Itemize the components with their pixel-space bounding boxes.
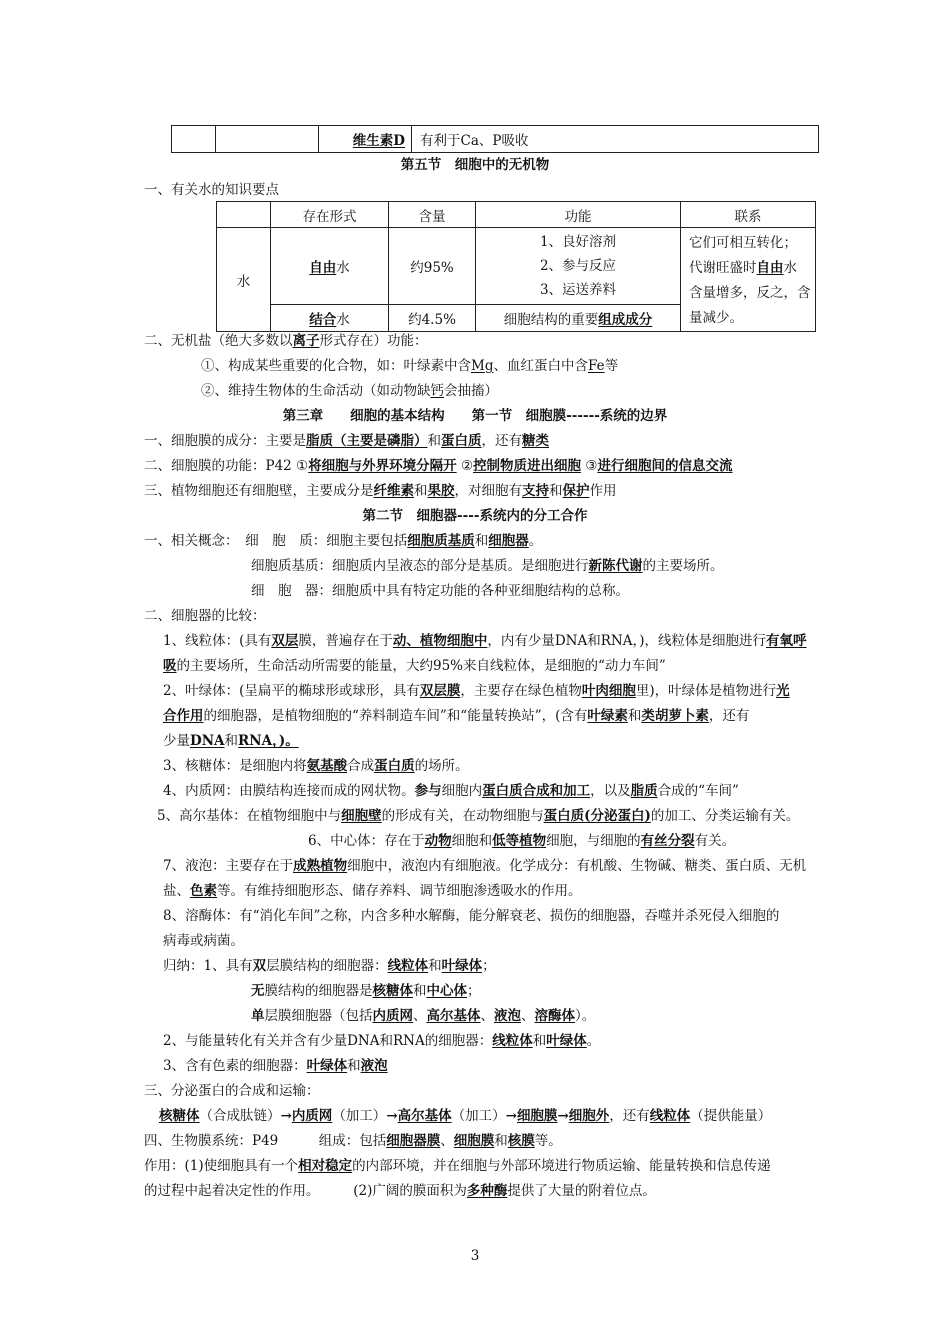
secretion-flow: 核糖体（合成肽链）→内质网（加工）→高尔基体（加工）→细胞膜→细胞外，还有线粒体（提供能量） bbox=[159, 1108, 772, 1124]
lysosome-line-1: 8、溶酶体：有“消化车间”之称，内含多种水解酶，能分解衰老、损伤的细胞器，吞噬并杀死侵入细胞的 bbox=[163, 908, 780, 924]
table-header: 存在形式 bbox=[271, 202, 389, 228]
biomembrane-line: 四、生物膜系统：P49 组成：包括细胞器膜、细胞膜和核膜等。 bbox=[144, 1133, 562, 1149]
compare-heading: 二、细胞器的比较： bbox=[144, 608, 266, 624]
cell-wall: 三、植物细胞还有细胞壁，主要成分是纤维素和果胶，对细胞有支持和保护作用 bbox=[144, 483, 617, 499]
membrane-functions: 二、细胞膜的功能：P42 ①将细胞与外界环境分隔开 ②控制物质进出细胞 ③进行细胞间的信息交流 bbox=[144, 458, 733, 474]
chloroplast-line-1: 2、叶绿体：(呈扁平的椭球形或球形，具有双层膜，主要存在绿色植物叶肉细胞里)，叶绿体是植物进行光 bbox=[163, 683, 790, 699]
secretion-heading: 三、分泌蛋白的合成和运输： bbox=[144, 1083, 320, 1099]
concept-cytoplasm: 一、相关概念： 细 胞 质：细胞主要包括细胞质基质和细胞器。 bbox=[144, 533, 543, 549]
relation-cell: 它们可相互转化； 代谢旺盛时自由水 含量增多，反之，含 量减少。 bbox=[681, 228, 816, 332]
table-cell bbox=[172, 126, 216, 153]
table-header: 功能 bbox=[476, 202, 681, 228]
vacuole-line-1: 7、液泡：主要存在于成熟植物细胞中，液泡内有细胞液。化学成分：有机酸、生物碱、糖类、蛋白质、无机 bbox=[163, 858, 807, 874]
bound-water-name: 结合水 bbox=[271, 304, 389, 331]
summary-3: 单层膜细胞器（包括内质网、高尔基体、液泡、溶酶体）。 bbox=[251, 1008, 596, 1024]
er-line: 4、内质网：由膜结构连接而成的网状物。参与细胞内蛋白质合成和加工，以及脂质合成的“车间” bbox=[163, 783, 739, 799]
mitochondria-line-1: 1、线粒体：(具有双层膜，普遍存在于动、植物细胞中，内有少量DNA和RNA，)，线粒体是细胞进行有氧呼 bbox=[163, 633, 807, 649]
ribosome-line: 3、核糖体：是细胞内将氨基酸合成蛋白质的场所。 bbox=[163, 758, 469, 774]
centrosome-line: 6、中心体：存在于动物细胞和低等植物细胞，与细胞的有丝分裂有关。 bbox=[308, 833, 736, 849]
water-heading: 一、有关水的知识要点 bbox=[144, 182, 279, 198]
mitochondria-line-2: 吸的主要场所，生命活动所需要的能量，大约95%来自线粒体，是细胞的“动力车间” bbox=[163, 658, 666, 674]
vitamin-d-label: 维生素D bbox=[352, 133, 405, 149]
salt-heading: 二、无机盐（绝大多数以离子形式存在）功能： bbox=[144, 333, 428, 349]
summary-2: 无膜结构的细胞器是核糖体和中心体； bbox=[251, 983, 481, 999]
function-line-2: 的过程中起着决定性的作用。 (2)广阔的膜面积为多种酶提供了大量的附着位点。 bbox=[144, 1183, 656, 1199]
table-cell bbox=[217, 202, 271, 228]
table-cell bbox=[216, 126, 319, 153]
salt-item-1: ①、构成某些重要的化合物，如：叶绿素中含Mg、血红蛋白中含Fe等 bbox=[201, 358, 619, 374]
bound-water-function: 细胞结构的重要组成成分 bbox=[476, 304, 681, 331]
function-line-1: 作用：(1)使细胞具有一个相对稳定的内部环境，并在细胞与外部环境进行物质运输、能量转换和信息传递 bbox=[144, 1158, 771, 1174]
table-header: 含量 bbox=[389, 202, 476, 228]
concept-matrix: 细胞质基质：细胞质内呈液态的部分是基质。是细胞进行新陈代谢的主要场所。 bbox=[251, 558, 724, 574]
table-header: 联系 bbox=[681, 202, 816, 228]
water-table bbox=[216, 201, 816, 332]
chapter-title: 第三章 细胞的基本结构 第一节 细胞膜------系统的边界 bbox=[282, 408, 668, 424]
summary-1: 归纳：1、具有双层膜结构的细胞器：线粒体和叶绿体； bbox=[163, 958, 496, 974]
section-title: 第五节 细胞中的无机物 bbox=[400, 157, 550, 173]
free-water-name: 自由水 bbox=[271, 228, 389, 305]
lysosome-line-2: 病毒或病菌。 bbox=[163, 933, 244, 949]
summary-4: 2、与能量转化有关并含有少量DNA和RNA的细胞器：线粒体和叶绿体。 bbox=[163, 1033, 601, 1049]
free-water-amount: 约95% bbox=[389, 228, 476, 305]
vitamin-d-function: 有利于Ca、P吸收 bbox=[412, 126, 819, 153]
summary-5: 3、含有色素的细胞器：叶绿体和液泡 bbox=[163, 1058, 388, 1074]
table-cell bbox=[319, 126, 412, 153]
salt-item-2: ②、维持生物体的生命活动（如动物缺钙会抽搐） bbox=[201, 383, 498, 399]
golgi-line: 5、高尔基体：在植物细胞中与细胞壁的形成有关，在动物细胞与蛋白质(分泌蛋白)的加工、分类运输有关。 bbox=[157, 808, 800, 824]
vacuole-line-2: 盐、色素等。有维持细胞形态、储存养料、调节细胞渗透吸水的作用。 bbox=[163, 883, 582, 899]
page-number: 3 bbox=[470, 1248, 480, 1264]
membrane-components: 一、细胞膜的成分：主要是脂质（主要是磷脂）和蛋白质，还有糖类 bbox=[144, 433, 549, 449]
vitamin-table bbox=[171, 125, 819, 153]
section-title: 第二节 细胞器----系统内的分工合作 bbox=[362, 508, 588, 524]
bound-water-amount: 约4.5% bbox=[389, 304, 476, 331]
concept-organelle: 细 胞 器：细胞质中具有特定功能的各种亚细胞结构的总称。 bbox=[251, 583, 629, 599]
free-water-functions: 1、良好溶剂 2、参与反应 3、运送养料 bbox=[476, 228, 681, 305]
chloroplast-line-2: 合作用的细胞器，是植物细胞的“养料制造车间”和“能量转换站”，(含有叶绿素和类胡萝卜素，还有 bbox=[163, 708, 750, 724]
chloroplast-line-3: 少量DNA和RNA，)。 bbox=[163, 733, 299, 749]
row-label: 水 bbox=[217, 228, 271, 332]
